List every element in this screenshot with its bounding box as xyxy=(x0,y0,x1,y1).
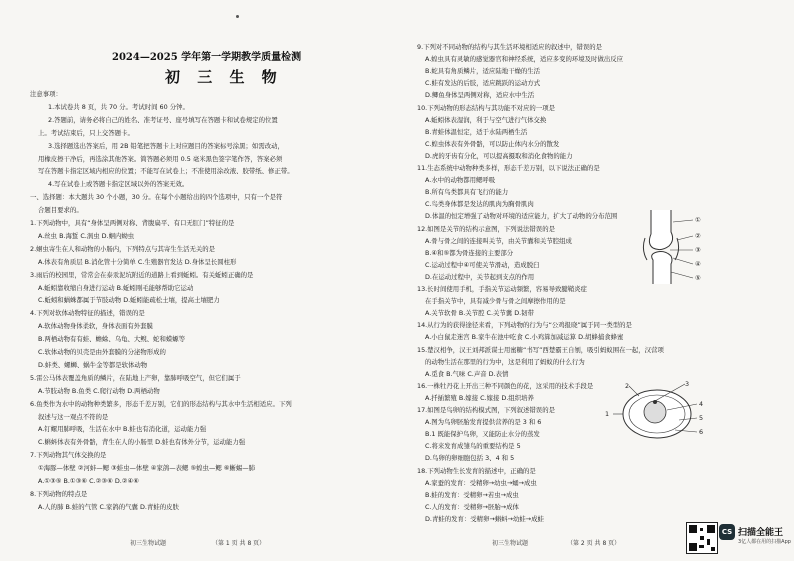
text-line: D.青蛙的发育：受精卵→蝌蚪→幼蛙→成蛙 xyxy=(425,514,544,523)
text-line: D.鲫鱼身体呈两侧对称，适应水中生活 xyxy=(425,91,535,100)
text-line: B.1 既能保护鸟卵，又能防止水分的蒸发 xyxy=(425,430,540,439)
text-line: A.扦插繁殖 B.嫁接 C.嫁接 D.组织培养 xyxy=(425,393,534,402)
scanner-watermark xyxy=(719,522,791,552)
diagram-label: ① xyxy=(695,216,701,224)
text-line: C.蛙有发达的后肢，适应跳跃的运动方式 xyxy=(425,79,541,88)
text-line: A.人的肺 B.蛙的气管 C.家鸽的气囊 D.青蛙的皮肤 xyxy=(38,502,179,511)
text-line: 5.雷公马体表覆盖角质的鳞片，在陆地上产卵，靠肺呼吸空气，但它们属于 xyxy=(30,373,241,382)
text-line: B.蛙的发育：受精卵→若虫→成虫 xyxy=(425,490,519,499)
text-line: C.软体动物的贝壳是由外套膜的分泌物形成的 xyxy=(38,348,166,356)
footer-page-number: （第 1 页 共 8 页） xyxy=(212,540,266,547)
text-line: 13.长时间使用手机，手指关节运动频繁，容易导致腱鞘炎症 xyxy=(417,285,587,293)
text-line: 4.下列对软体动物特征的描述，错误的是 xyxy=(30,309,145,318)
exam-page-2 xyxy=(397,0,794,561)
text-line: A.小白鼠走迷宫 B.家牛在池中吃食 C.小鸡算加减运算 D.胡蜂捕食蜂蜜 xyxy=(425,333,624,342)
diagram-label: ④ xyxy=(695,260,701,268)
diagram-label: 5 xyxy=(699,414,704,422)
text-line: B.所有鸟类都具有飞行的能力 xyxy=(425,188,509,197)
text-line: 上。考试结束后，只上交答题卡。 xyxy=(38,128,134,137)
text-line: D.虎的牙齿有分化，可以提高摄取和消化食物的能力 xyxy=(425,151,573,160)
text-line: A.觅食 B.气味 C.声音 D.表情 xyxy=(425,369,509,378)
text-line: 16.一株牡丹花上开出三种不同颜色的花，这采用的技术手段是 xyxy=(417,381,594,390)
diagram-label: 2 xyxy=(625,382,630,390)
text-line: 6.鱼类作为水中的动物种类繁多，形态千差万别，它们的形态结构与其水中生活相适应。下列 xyxy=(30,399,292,408)
text-line: C.蝗虫体表有外骨骼，可以防止体内水分的散发 xyxy=(425,139,560,148)
text-line: ①海豚—体壁 ②河蚌—鳃 ③蛙虫—体壁 ④家鸽—表鳃 ⑤蝗虫—鳃 ⑥蜥蜴—肺 xyxy=(38,464,256,473)
text-line: C.将来发育成雏鸟的重要结构是 5 xyxy=(425,442,521,451)
text-line: C.人的发育：受精卵→胚胎→成体 xyxy=(425,502,519,511)
subject-title: 初 三 生 物 xyxy=(165,68,283,86)
text-line: 14.从行为的获得途径来看，下列动物的行为与“公鸡报晓”属于同一类型的是 xyxy=(417,321,632,330)
text-line: B.青蛙体温恒定，适于水陆两栖生活 xyxy=(425,127,528,136)
footer-page-number: （第 2 页 共 8 页） xyxy=(567,540,621,547)
camscanner-logo-icon: CS xyxy=(719,524,735,540)
diagram-label: 3 xyxy=(685,380,690,388)
text-line: 7.下列动物其气体交换的是 xyxy=(30,451,107,460)
text-line: A.水中的动物都用鳃呼吸 xyxy=(425,176,496,185)
footer-subject: 初三生物试题 xyxy=(492,540,529,547)
text-line: 2.答题前，请务必将自己的姓名、准考证号、座号填写在答题卡和试卷规定的位置 xyxy=(48,115,278,124)
text-line: 3.选择题选出答案后，用 2B 铅笔把答题卡上对应题目的答案标号涂黑；如需改动， xyxy=(48,141,284,150)
text-line: A.节肢动物 B.鱼类 C.爬行动物 D.两栖动物 xyxy=(38,386,160,395)
text-line: A.家蚕的发育：受精卵→幼虫→蛹→成虫 xyxy=(425,478,537,487)
text-line: B.蛇具有角质鳞片，适应陆地干燥的生活 xyxy=(425,67,541,76)
diagram-label: ② xyxy=(695,232,701,240)
text-line: 一、选择题：本大题共 30 个小题，30 分。在每个小题给出的四个选项中，只有一个是符 xyxy=(30,193,283,202)
text-line: D.蚌类、螺蛳、蜗牛金等都是软体动物 xyxy=(38,360,148,369)
text-line: 注意事项： xyxy=(30,90,62,98)
text-line: 10.下列动物的形态结构与其功能不对应的一项是 xyxy=(417,103,555,112)
text-line: 叙述与这一观点不符的是 xyxy=(38,412,109,421)
diagram-label: 6 xyxy=(699,428,704,436)
text-line: A.钉螺用肺呼吸，生活在水中 B.蛙也有消化道，运动能力强 xyxy=(38,425,207,434)
text-line: A.蚯蚓体表湿润，利于与空气进行气体交换 xyxy=(425,115,547,124)
footer-subject: 初三生物试题 xyxy=(130,540,167,547)
diagram-label: ③ xyxy=(695,246,701,254)
text-line: 8.下列动物的特点是 xyxy=(30,489,88,498)
text-line: 12.如图是关节的结构示意图，下列说法错误的是 xyxy=(417,224,555,233)
text-line: 11.生态系统中动物种类多样，形态千差万别，以下说法正确的是 xyxy=(417,164,600,172)
text-line: 9.下列对不同动物的结构与其生活环境相适应的叙述中，错误的是 xyxy=(417,43,603,51)
text-line: C.鸟类身体都是发达的肌肉为胸骨肌肉 xyxy=(425,200,534,209)
text-line: 用橡皮擦干净后，再选涂其他答案。简答题必须用 0.5 毫米黑色签字笔作答，答案必须 xyxy=(38,154,283,163)
text-line: 15.楚汉相争，汉王刘邦派谋士用蜜糖“书写”西楚霸王自刎，吸引蚂蚁围在一起，汉营项 xyxy=(417,345,664,354)
text-line: 1.本试卷共 8 页，共 70 分。考试时间 60 分钟。 xyxy=(48,102,189,111)
scanner-app-name: 扫描全能王 xyxy=(738,528,784,538)
text-line: 3.雨后的校园里，常常会在泰汞泥坑附近的道路上看到蚯蚓。有关蚯蚓正确的是 xyxy=(30,270,254,279)
text-line: 18.下列动物生长发育的描述中，正确的是 xyxy=(417,466,536,475)
exam-title: 2024—2025 学年第一学期教学质量检测 xyxy=(112,52,302,63)
text-line: C.运动过程中④可使关节滑动，造成脱臼 xyxy=(425,260,540,269)
scan-speck xyxy=(236,15,239,18)
text-line: C.蚯蚓和蜗蛛都属于节肢动物 D.蚯蚓能疏松土壤，提高土壤肥力 xyxy=(38,296,220,305)
text-line: C.蝌蚪体表有外骨骼，背生在人的小肠里 D.蛙也有体外分节，运动能力强 xyxy=(38,438,246,447)
text-line: B.④和⑤都为骨连接的主要部分 xyxy=(425,248,514,257)
text-line: 的动物生活在那里的行为中，这是利用了蚂蚁的什么行为 xyxy=(425,357,585,366)
text-line: A.蚯蚓靠收缩自身进行运动 B.蚯蚓刚毛能够帮助它运动 xyxy=(38,283,194,292)
text-line: A.体表有角质层 B.消化管十分简单 C.生殖器官发达 D.身体呈长圆柱形 xyxy=(38,257,237,266)
text-line: B.两栖动物有有蛙、蟾蜍、乌龟、大鲵、蛇和蝾螈等 xyxy=(38,335,186,344)
text-line: A.①③⑤ B.①③⑥ C.②③⑥ D.②④⑥ xyxy=(38,477,139,485)
text-line: 2.蛔虫寄生在人和动物的小肠内，下列特点与其寄生生活无关的是 xyxy=(30,244,216,253)
qr-code xyxy=(686,522,718,554)
diagram-label: ⑤ xyxy=(695,274,701,282)
text-line: D.体温的恒定增强了动物对环境的适应能力，扩大了动物的分布范围 xyxy=(425,212,618,221)
text-line: 17.如图是鸟卵的结构模式图，下列叙述错误的是 xyxy=(417,406,555,414)
text-line: A.软体动物身体柔软，身体表面有外套膜 xyxy=(38,322,153,331)
text-line: A.丝虫 B.海蜇 C.涡虫 D.蛔内蚴虫 xyxy=(38,231,135,240)
diagram-label: 1 xyxy=(605,410,610,418)
text-line: 在手指关节中，具有减少骨与骨之间摩擦作用的是 xyxy=(425,297,566,306)
text-line: 4.写在试卷上或答题卡指定区域以外的答案无效。 xyxy=(48,180,189,189)
text-line: D.在运动过程中，关节起到支点的作用 xyxy=(425,272,535,281)
text-line: 1.下列动物中，具有“身体呈两侧对称、背腹扁平、有口无肛门”特征的是 xyxy=(30,219,235,227)
text-line: A.骨与骨之间的连接叫关节，由关节囊和关节腔组成 xyxy=(425,236,572,245)
text-line: A.蝗虫具有灵敏的感觉器官和神经系统，适应多变的环境及时做出反应 xyxy=(425,55,624,64)
text-line: 合题目要求的。 xyxy=(38,206,83,215)
text-line: A.图为鸟卵胚胎发育提供营养的是 3 和 6 xyxy=(425,418,542,427)
text-line: D.鸟卵的卵细胞包括 3、4 和 5 xyxy=(425,454,515,463)
text-line: 写在答题卡指定区域内相应的位置；不能写在试卷上；不准使用涂改液、胶带纸、修正带。 xyxy=(38,167,294,176)
scanner-tagline: 3亿人都在用的扫描App xyxy=(738,539,791,545)
bird-egg-diagram xyxy=(609,380,704,445)
text-line: A.关节软骨 B.关节腔 C.关节囊 D.韧带 xyxy=(425,309,534,318)
diagram-label: 4 xyxy=(699,400,704,408)
